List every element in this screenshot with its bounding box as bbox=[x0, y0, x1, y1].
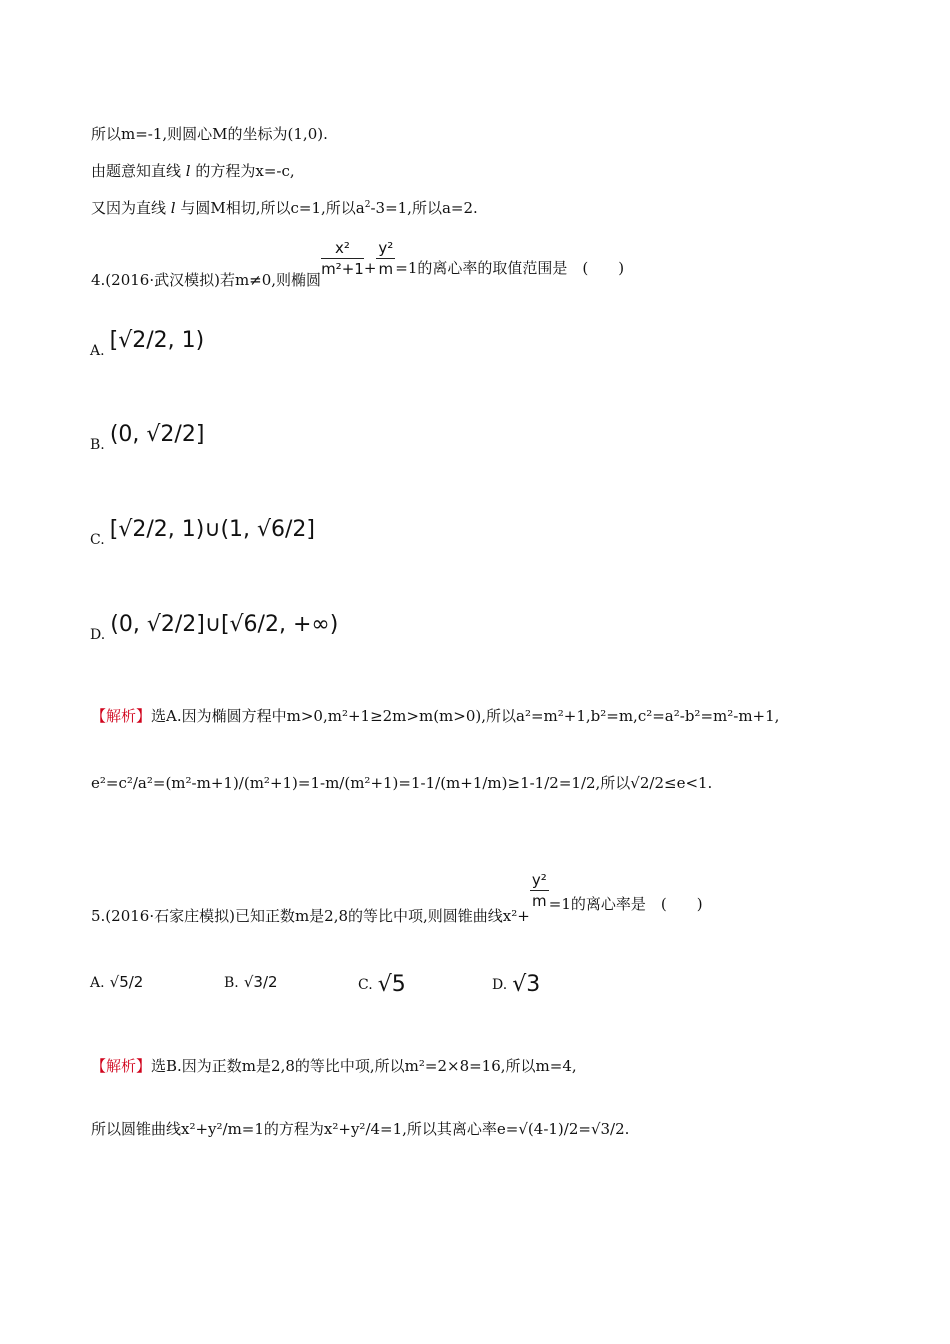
q4-solution-text-1: 选A.因为椭圆方程中m>0,m²+1≥2m>m(m>0),所以a²=m²+1,b²=m,c²=a²-b²=m²-m+1, bbox=[151, 707, 780, 725]
q4-option-d[interactable] bbox=[90, 612, 339, 643]
question-5 bbox=[91, 870, 703, 925]
q4-fraction-2 bbox=[376, 238, 395, 279]
option-label: C. bbox=[358, 977, 373, 993]
q5-solution-line-2: 所以圆锥曲线x²+y²/m=1的方程为x²+y²/4=1,所以其离心率e=√(4-1)/2=√3/2. bbox=[91, 1120, 630, 1138]
option-label: C. bbox=[90, 532, 105, 548]
option-a-value: [√2/2, 1) bbox=[109, 328, 205, 353]
solution-tag: 【解析】 bbox=[91, 1057, 152, 1075]
q5-frac-numerator: y² bbox=[531, 871, 547, 889]
q4-solution-line-2: e²=c²/a²=(m²-m+1)/(m²+1)=1-m/(m²+1)=1-1/(m+1/m)≥1-1/2=1/2,所以√2/2≤e<1. bbox=[91, 774, 713, 792]
q4-frac2-denominator: m bbox=[378, 260, 394, 278]
option-label: D. bbox=[492, 977, 508, 993]
intro-line-2-c: 的方程为x=-c, bbox=[190, 162, 295, 180]
intro-line-3-a: 又因为直线 bbox=[91, 199, 171, 217]
intro-line-3 bbox=[91, 201, 478, 216]
q4-solution-line-1 bbox=[91, 709, 779, 724]
q5-option-a[interactable] bbox=[90, 972, 143, 991]
solution-tag: 【解析】 bbox=[91, 707, 152, 725]
q5-option-b[interactable] bbox=[224, 972, 278, 991]
q4-fraction-1 bbox=[321, 238, 364, 279]
q5-option-c[interactable] bbox=[358, 972, 406, 997]
q4-prefix: 4.(2016·武汉模拟)若m≠0,则椭圆 bbox=[91, 270, 322, 289]
option-b-value: (0, √2/2] bbox=[109, 422, 205, 447]
option-label: B. bbox=[224, 975, 239, 991]
option-d-value: √3 bbox=[512, 972, 541, 997]
q5-prefix: 5.(2016·石家庄模拟)已知正数m是2,8的等比中项,则圆锥曲线x²+ bbox=[91, 906, 530, 925]
intro-line-1: 所以m=-1,则圆心M的坐标为(1,0). bbox=[91, 125, 328, 143]
q4-suffix: =1的离心率的取值范围是 ( ) bbox=[395, 258, 625, 277]
intro-line-2 bbox=[91, 164, 295, 179]
q4-frac1-numerator: x² bbox=[321, 238, 364, 259]
option-label: A. bbox=[90, 975, 105, 991]
option-c-value: [√2/2, 1)∪(1, √6/2] bbox=[109, 517, 316, 542]
q4-option-a[interactable] bbox=[90, 328, 205, 359]
option-label: A. bbox=[90, 343, 105, 359]
q5-suffix: =1的离心率是 ( ) bbox=[548, 894, 703, 913]
option-a-value: √5/2 bbox=[109, 973, 144, 991]
q5-solution-text-1: 选B.因为正数m是2,8的等比中项,所以m²=2×8=16,所以m=4, bbox=[151, 1057, 577, 1075]
q4-option-b[interactable] bbox=[90, 422, 205, 453]
line-symbol: l bbox=[185, 162, 191, 180]
option-b-value: √3/2 bbox=[243, 973, 278, 991]
q4-frac2-numerator: y² bbox=[378, 239, 394, 257]
q5-fraction bbox=[530, 870, 549, 911]
exponent: 2 bbox=[364, 200, 371, 210]
intro-line-2-a: 由题意知直线 bbox=[91, 162, 186, 180]
q5-solution-line-1 bbox=[91, 1059, 577, 1074]
q5-frac-denominator: m bbox=[531, 892, 547, 910]
option-c-value: √5 bbox=[377, 972, 406, 997]
option-label: D. bbox=[90, 627, 106, 643]
q5-option-d[interactable] bbox=[492, 972, 540, 997]
q4-frac1-denominator: m²+1 bbox=[321, 260, 364, 278]
intro-line-3-c: 与圆M相切,所以c=1,所以a bbox=[175, 199, 365, 217]
intro-line-3-e: -3=1,所以a=2. bbox=[370, 199, 478, 217]
option-label: B. bbox=[90, 437, 105, 453]
question-4 bbox=[91, 238, 625, 289]
q4-option-c[interactable] bbox=[90, 517, 316, 548]
line-symbol: l bbox=[170, 199, 176, 217]
q4-plus: + bbox=[363, 258, 377, 277]
option-d-value: (0, √2/2]∪[√6/2, +∞) bbox=[110, 612, 339, 637]
